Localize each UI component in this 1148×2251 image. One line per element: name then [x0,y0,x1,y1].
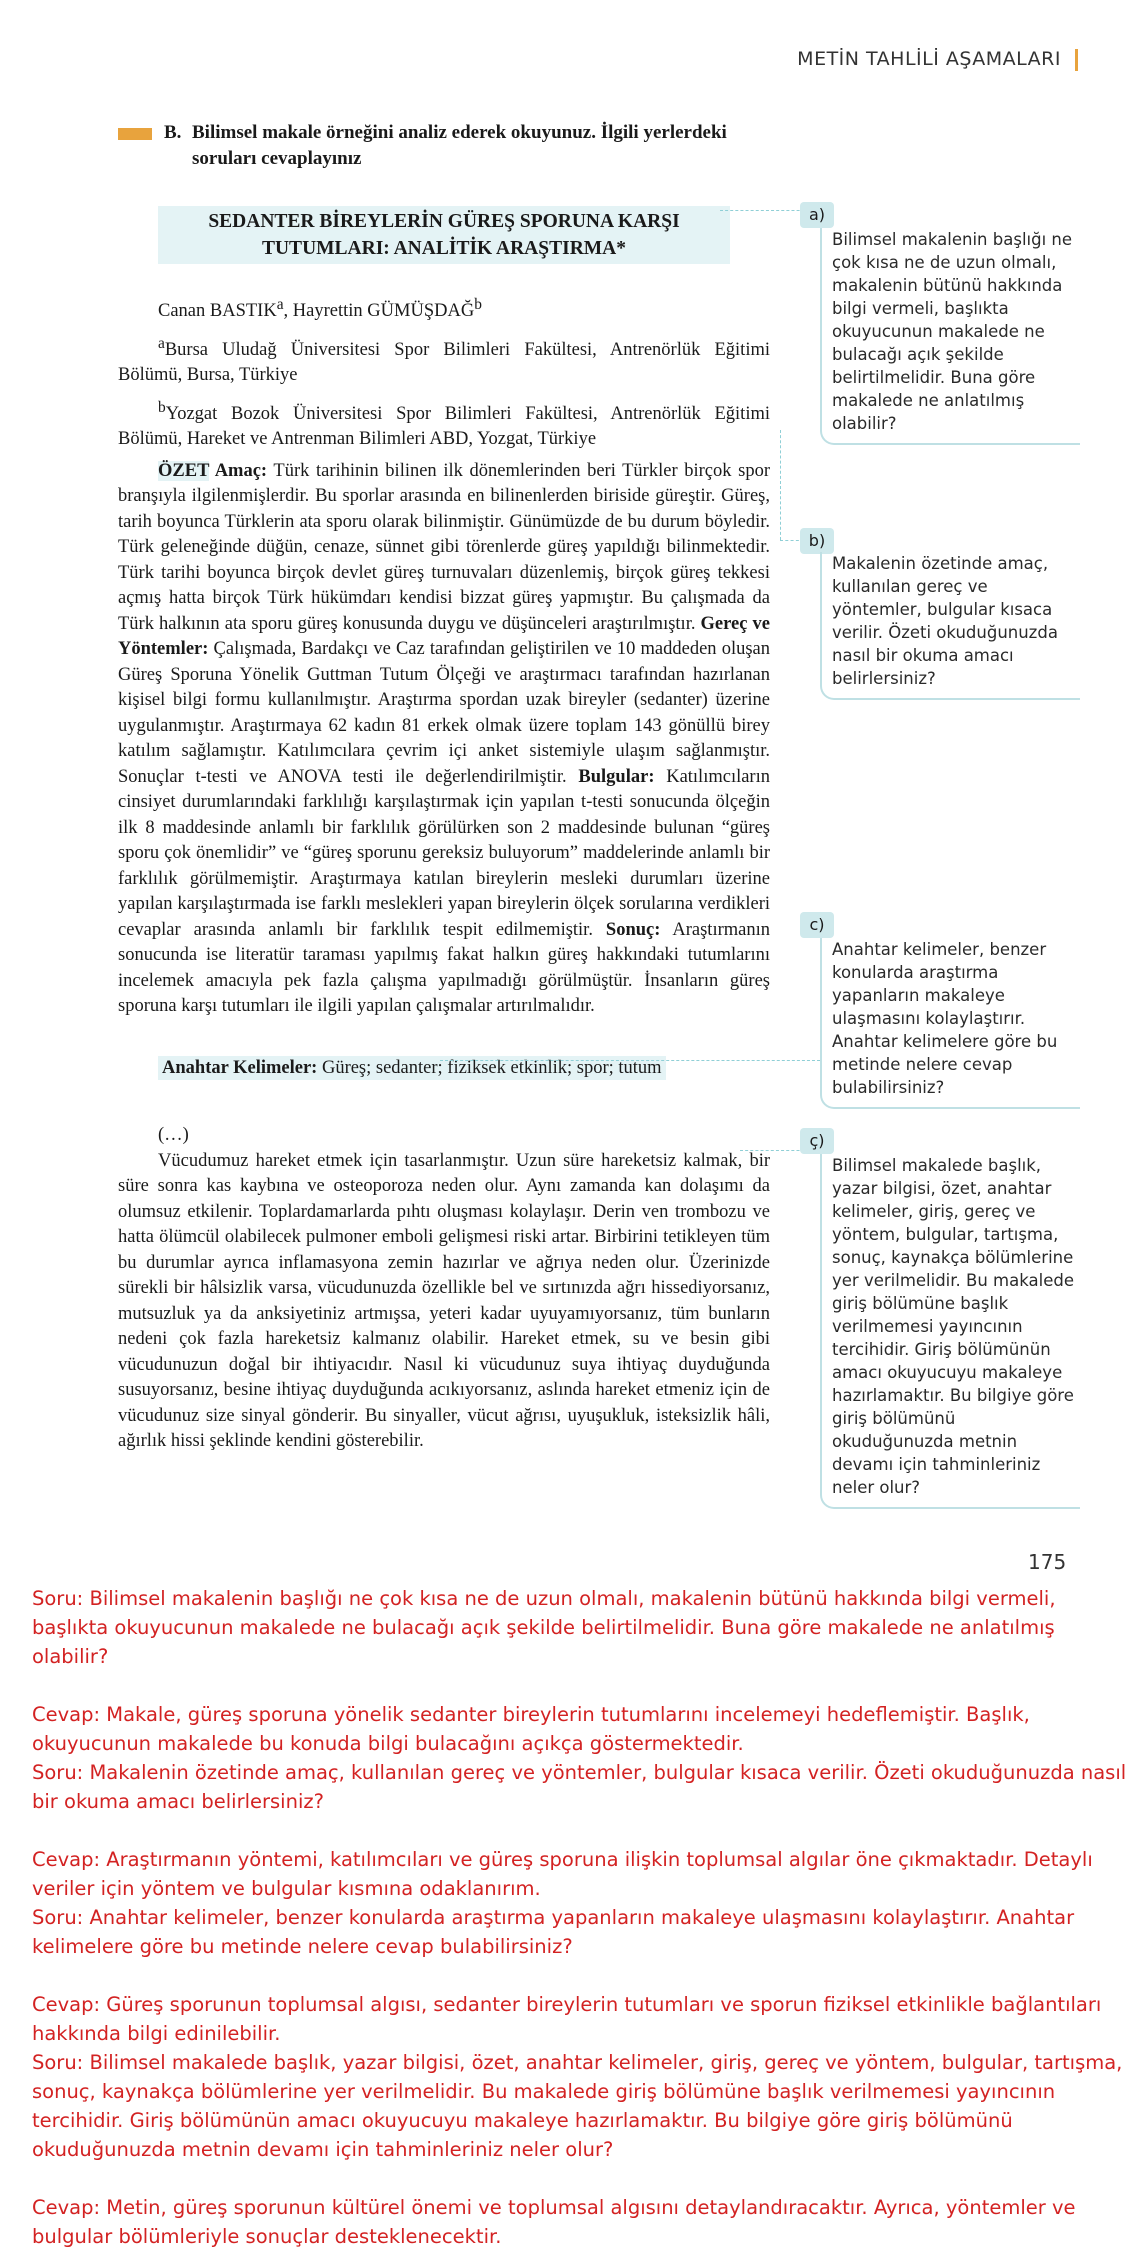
note-a: Bilimsel makalenin başlığı ne çok kısa ne de uzun olmalı, makalenin bütünü hakkında bilgi vermeli, başlıkta okuyucunun makalede ne bulacağı açık şekilde belirtilmelidir. Buna göre makalede ne anlatılmış olabilir? [820,228,1080,445]
amac-text: Türk tarihinin bilinen ilk dönemlerinden beri Türkler birçok spor branşıyla ilgilenmişlerdir. Bu sporlar arasında en bilinenlerden biriside güreştir. Güreş, tarih boyunca Türklerin ata sporu olarak bilinmiştir. Günümüzde de bu durum böyledir. Türk geleneğinde düğün, cenaze, sünnet gibi törenlerde güreş yapıldığı bilinmektedir. Türk tarihi boyunca birçok devlet güreş turnuvaları düzenlemiş, birçok güreş tekkesi açmış hatta birçok Türk hükümdarı kendisi bizzat güreş yapmıştır. Bu çalışmada da Türk halkının ata sporu güreş konusunda duygu ve düşünceleri araştırılmıştır. [118,460,770,634]
qa-section [32,1584,1132,2251]
answer-4: Cevap: Metin, güreş sporunun kültürel önemi ve toplumsal algısını detaylandıracaktır. Ayrıca, yöntemler ve bulgular bölümleriyle sonuçlar desteklenecektir. [32,2196,1076,2248]
bulgular-text: Katılımcıların cinsiyet durumlarındaki farklılığı karşılaştırmak için yapılan t-testi sonucunda ölçeğin ilk 8 maddesinde anlamlı bir farklılık görülürken son 2 maddesinde bulunan “güreş sporu çok önemlidir” ve “güreş sporunu gereksiz buluyorum” maddelerinde anlamlı bir farklılık görülmemiştir. Araştırmaya katılan bireylerin mesleki durumları üzerine yapılan karşılaştırmada ise farklı meslekleri yapan bireylerin ölçek sorularına verdikleri cevaplar arasında anlamlı bir farklılık tespit edilmemiştir. [118,766,770,940]
task-letter: B. [164,122,182,143]
note-b-tab: b) [800,528,834,554]
note-b: Makalenin özetinde amaç, kullanılan gereç ve yöntemler, bulgular kısaca verilir. Özeti okuduğunuzda nasıl bir okuma amacı belirlersiniz? [820,552,1080,700]
bulgular-label: Bulgular: [566,766,655,787]
abstract [118,459,770,1020]
affiliation-a-text: Bursa Uludağ Üniversitesi Spor Bilimleri Fakültesi, Antrenörlük Eğitimi Bölümü, Bursa, Türkiye [118,339,770,386]
accent-bar [1075,49,1078,71]
connector-b-vertical [780,430,781,540]
answer-2: Cevap: Araştırmanın yöntemi, katılımcıları ve güreş sporuna ilişkin toplumsal algılar öne çıkmaktadır. Detaylı veriler için yöntem ve bulgular kısmına odaklanırım. [32,1848,1093,1900]
sonuc-text: Araştırmanın sonucunda ise literatür taraması yapılmış fakat halkın güreş hakkındaki tutumlarını incelemek amacıyla pek fazla çalışma yapılmadığı görülmüştür. İnsanların güreş sporuna karşı tutumları ile ilgili yapılan çalışmalar artırılmalıdır. [118,919,770,1017]
task-instruction [118,120,738,172]
running-head [797,48,1078,71]
abstract-label: ÖZET [158,460,210,481]
keywords-label: Anahtar Kelimeler: [162,1057,318,1078]
author-2: , Hayrettin GÜMÜŞDAĞ [283,301,475,322]
gerec-label: Gereç ve Yöntemler: [118,613,770,660]
affiliation-a [118,331,770,389]
question-4: Soru: Bilimsel makalede başlık, yazar bilgisi, özet, anahtar kelimeler, giriş, gereç ve yöntem, bulgular, tartışma, sonuç, kaynakça bölümlerine yer verilmelidir. Bu makalede giriş bölümüne başlık verilmemesi yayıncının tercihidir. Giriş bölümünün amacı okuyucuyu makaleye hazırlamaktır. Bu bilgiye göre giriş bölümünü okuduğunuzda metnin devamı için tahminleriniz neler olur? [32,2051,1123,2161]
question-1: Soru: Bilimsel makalenin başlığı ne çok kısa ne de uzun olmalı, makalenin bütünü hakkında bilgi vermeli, başlıkta okuyucunun makalede ne bulacağı açık şekilde belirtilmelidir. Buna göre makalede ne anlatılmış olabilir? [32,1587,1056,1668]
keywords-text: Güreş; sedanter; fiziksek etkinlik; spor; tutum [317,1057,662,1078]
section-marker-icon [118,128,152,140]
author-1: Canan BASTIK [158,301,277,322]
note-a-tab: a) [800,202,834,228]
connector-c [440,1060,820,1061]
author-2-sup: b [474,296,482,313]
intro-paragraph: Vücudumuz hareket etmek için tasarlanmıştır. Uzun süre hareketsiz kalmak, bir süre sonra kas kaybına ve osteoporoza neden olur. Aynı zamanda kan dolaşımı da olumsuz etkilenir. Toplardamarlarda pıhtı oluşması kolaylaşır. Derin ven trombozu ve hatta ölümcül olabilecek pulmoner emboli gelişmesi riski artar. Birbirini tetikleyen tüm bu durumlar ayrıca inflamasyona zemin hazırlar ve ağrıya neden olur. Üzerinizde sürekli bir hâlsizlik varsa, vücudunuzda özellikle bel ve sırtınızda ağrı hissediyorsanız, mutsuzluk ya da anksiyetiniz artmışsa, yeteri kadar uyuyamıyorsanız, tüm bunların nedeni çok fazla hareketsiz kalmanız olabilir. Hareket etmek, su ve besin gibi vücudunuzun doğal bir ihtiyacıdır. Nasıl ki vücudunuz suya ihtiyaç duyduğunda susuyorsanız, besine ihtiyaç duyduğunda acıkıyorsanız, aslında hareket etmeniz için de vücudunuz size sinyal gönderir. Bu sinyaller, vücut ağrısı, uyuşukluk, isteksizlik hâli, ağırlık hissi şeklinde kendini gösterebilir. [118,1150,770,1452]
sonuc-label: Sonuç: [592,919,661,940]
note-c: Anahtar kelimeler, benzer konularda araştırma yapanların makaleye ulaşmasını kolaylaştırır. Anahtar kelimelere göre bu metinde nelere cevap bulabilirsiniz? [820,938,1080,1109]
answer-1: Cevap: Makale, güreş sporuna yönelik sedanter bireylerin tutumlarını incelemeyi hedeflemiştir. Başlık, okuyucunun makalede bu konuda bilgi bulacağını açıkça göstermektedir. [32,1703,1030,1755]
affiliation-b-text: Yozgat Bozok Üniversitesi Spor Bilimleri Fakültesi, Antrenörlük Eğitimi Bölümü, Hareket ve Antrenman Bilimleri ABD, Yozgat, Türkiye [118,403,770,450]
running-head-title: METİN TAHLİLİ AŞAMALARI [797,48,1061,70]
question-2: Soru: Makalenin özetinde amaç, kullanılan gereç ve yöntemler, bulgular kısaca verilir. Özeti okuduğunuzda nasıl bir okuma amacı belirlersiniz? [32,1761,1127,1813]
question-3: Soru: Anahtar kelimeler, benzer konularda araştırma yapanların makaleye ulaşmasını kolaylaştırır. Anahtar kelimelere göre bu metinde nelere cevap bulabilirsiniz? [32,1906,1075,1958]
ellipsis: (…) [158,1125,189,1146]
article [118,206,770,1455]
task-text: Bilimsel makale örneğini analiz ederek okuyunuz. İlgili yerlerdeki soruları cevaplayınız [192,122,727,169]
note-c-tab: c) [800,912,834,938]
affiliation-b-sup: b [158,398,166,416]
affiliation-a-sup: a [158,334,165,352]
affiliation-b [118,395,770,453]
amac-label: Amaç: [209,460,268,481]
author-1-sup: a [276,296,284,313]
gerec-text: Çalışmada, Bardakçı ve Caz tarafından geliştirilen ve 10 maddeden oluşan Güreş Sporuna Yönelik Guttman Tutum Ölçeği ve araştırmacı tarafından hazırlanan kişisel bilgi formu kullanılmıştır. Araştırma spordan uzak bireyler (sedanter) üzerine uygulanmıştır. Araştırmaya 62 kadın 81 erkek olmak üzere toplam 143 gönüllü birey katılım sağlamıştır. Katılımcılara çevrim içi anket sistemiyle ulaşım sağlanmıştır. Sonuçlar t-testi ve ANOVA testi ile değerlendirilmiştir. [118,639,770,787]
page-number: 175 [1028,1550,1067,1574]
authors [158,292,770,325]
answer-3: Cevap: Güreş sporunun toplumsal algısı, sedanter bireylerin tutumları ve sporun fiziksel etkinlikle bağlantıları hakkında bilgi edinilebilir. [32,1993,1102,2045]
article-title: SEDANTER BİREYLERİN GÜREŞ SPORUNA KARŞI TUTUMLARI: ANALİTİK ARAŞTIRMA* [158,206,730,264]
note-d: Bilimsel makalede başlık, yazar bilgisi, özet, anahtar kelimeler, giriş, gereç ve yöntem, bulgular, tartışma, sonuç, kaynakça bölümlerine yer verilmelidir. Bu makalede giriş bölümüne başlık verilmemesi yayıncının tercihidir. Giriş bölümünün amacı okuyucuyu makaleye hazırlamaktır. Bu bilgiye göre giriş bölümünü okuduğunuzda metnin devamı için tahminleriniz neler olur? [820,1154,1080,1509]
note-d-tab: ç) [800,1128,834,1154]
